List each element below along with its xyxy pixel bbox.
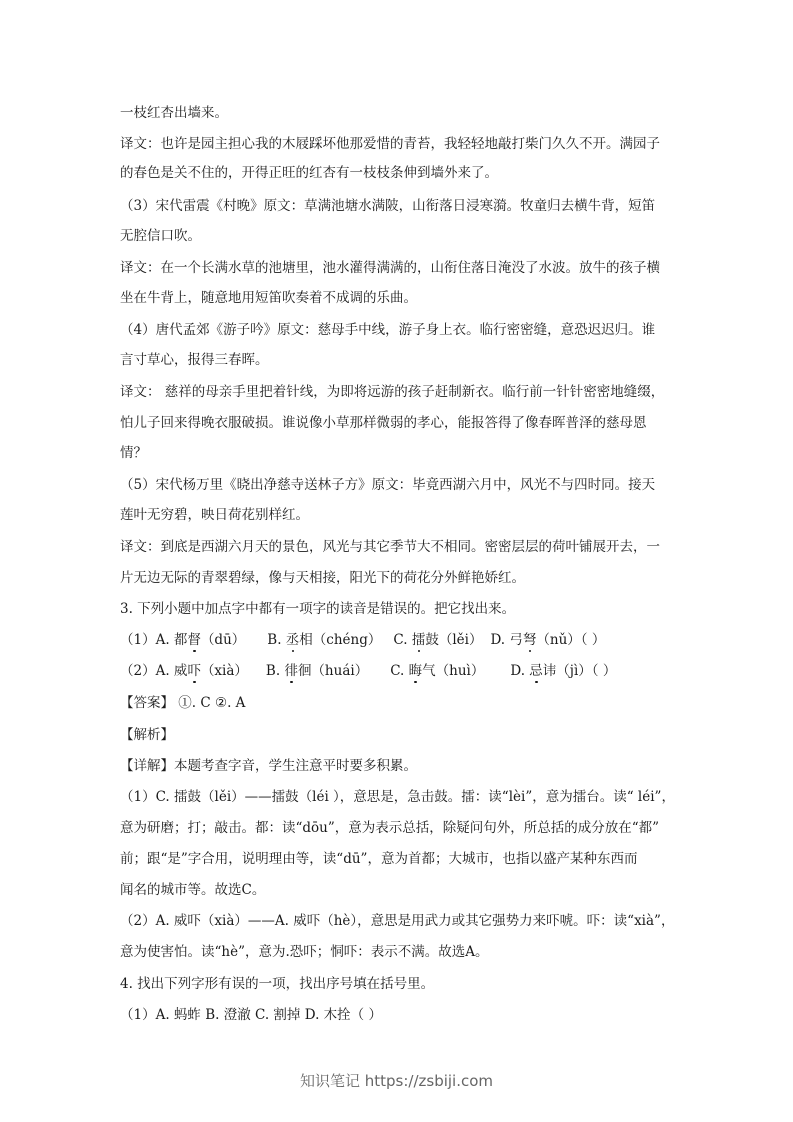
explanation-line: 前；跟“是”字合用，说明理由等，读“dū”，意为首都；大城市，也指以盛产某种东西而	[120, 851, 638, 867]
explanation-line: （2）A. 威吓（xià）——A. 威吓（hè），意思是用武力或其它强势力来吓唬。吓：读“xià”，	[120, 913, 675, 929]
dotted-char: 弩	[522, 632, 537, 648]
option-b: B. 徘徊（huái）	[265, 663, 369, 679]
option-a: A. 威吓（xià）	[155, 663, 248, 679]
text-line: 情？	[120, 445, 147, 461]
text-line: 坐在牛背上，随意地用短笛吹奏着不成调的乐曲。	[120, 290, 417, 306]
text-line: （5）宋代杨万里《晓出净慈寺送林子方》原文：毕竟西湖六月中，风光不与四时同。接天	[120, 477, 656, 493]
text-line: 译文： 慈祥的母亲手里把着针线，为即将远游的孩子赶制新衣。临行前一针针密密地缝缀，	[120, 384, 665, 400]
text-line: 一枝红杏出墙来。	[120, 105, 228, 121]
option-a: A. 都督（dū）	[155, 632, 246, 648]
text-line: 译文：到底是西湖六月天的景色，风光与其它季节大不相同。密密层层的荷叶铺展开去，一	[120, 539, 660, 555]
option-c: C. 晦气（huì）	[390, 663, 485, 679]
question-3-item-2	[120, 661, 680, 681]
dotted-char: 丞	[285, 632, 300, 648]
dotted-char: 忌	[529, 663, 543, 679]
item-number: （1）	[120, 632, 156, 648]
text-line: 片无边无际的青翠碧绿，像与天相接，阳光下的荷花分外鲜艳娇红。	[120, 570, 525, 586]
text-line: 的春色是关不住的，开得正旺的红杏有一枝枝条伸到墙外来了。	[120, 165, 498, 181]
explanation-line: 闻名的城市等。故选C。	[120, 882, 266, 898]
answer-line: 【答案】 ①. C ②. A	[120, 695, 246, 711]
text-line: 译文：在一个长满水草的池塘里，池水灌得满满的，山衔住落日淹没了水波。放牛的孩子横	[120, 260, 660, 276]
text-line: 怕儿子回来得晚衣服破损。谁说像小草那样微弱的孝心，能报答得了像春晖普泽的慈母恩	[120, 415, 647, 431]
text-line: 莲叶无穷碧，映日荷花别样红。	[120, 507, 309, 523]
footer-watermark: 知识笔记 https://zsbiji.com	[299, 1072, 494, 1090]
text-line: （3）宋代雷震《村晚》原文：草满池塘水满陂，山衔落日浸寒漪。牧童归去横牛背，短笛	[120, 198, 656, 214]
dotted-char: 擂	[411, 632, 426, 648]
text-line: 无腔信口吹。	[120, 228, 201, 244]
text-line: 译文：也许是园主担心我的木屐踩坏他那爱惜的青苔，我轻轻地敲打柴门久久不开。满园子	[120, 136, 660, 152]
item-number: （2）	[120, 663, 156, 679]
analysis-heading: 【解析】	[120, 727, 174, 743]
dotted-char: 徘	[284, 663, 298, 679]
dotted-char: 晦	[408, 663, 423, 679]
question-4-title: 4. 找出下列字形有误的一项，找出序号填在括号里。	[120, 976, 435, 992]
explanation-line: 意为研磨；打；敲击。都：读“dōu”，意为表示总括，除疑问句外，所总括的成分放在“都”	[120, 820, 660, 836]
explanation-line: （1）C. 擂鼓（lěi）——擂鼓（léi ），意思是，急击鼓。擂：读“lèi”，意为擂台。读“ léi”，	[120, 789, 675, 805]
question-3-item-1	[120, 630, 680, 650]
option-d: D. 忌讳（jì）（ ）	[510, 663, 617, 679]
option-b: B. 丞相（chéng）	[267, 632, 382, 648]
dotted-char: 督	[187, 632, 201, 648]
text-line: （4）唐代孟郊《游子吟》原文：慈母手中线，游子身上衣。临行密密缝，意恐迟迟归。谁	[120, 322, 656, 338]
option-c: C. 擂鼓（lěi）	[393, 632, 483, 648]
option-d: D. 弓弩（nǔ）（ ）	[490, 632, 606, 648]
detail-line: 【详解】本题考查字音，学生注意平时要多积累。	[120, 758, 417, 774]
explanation-line: 意为使害怕。读“hè”，意为.恐吓；恫吓：表示不满。故选A。	[120, 944, 489, 960]
text-line: 言寸草心，报得三春晖。	[120, 352, 269, 368]
question-3-title: 3. 下列小题中加点字中都有一项字的读音是错误的。把它找出来。	[120, 601, 516, 617]
question-4-item-1: （1）A. 蚂蚱 B. 澄澈 C. 割掉 D. 木拴（ ）	[120, 1007, 382, 1023]
dotted-char: 吓	[187, 663, 201, 679]
